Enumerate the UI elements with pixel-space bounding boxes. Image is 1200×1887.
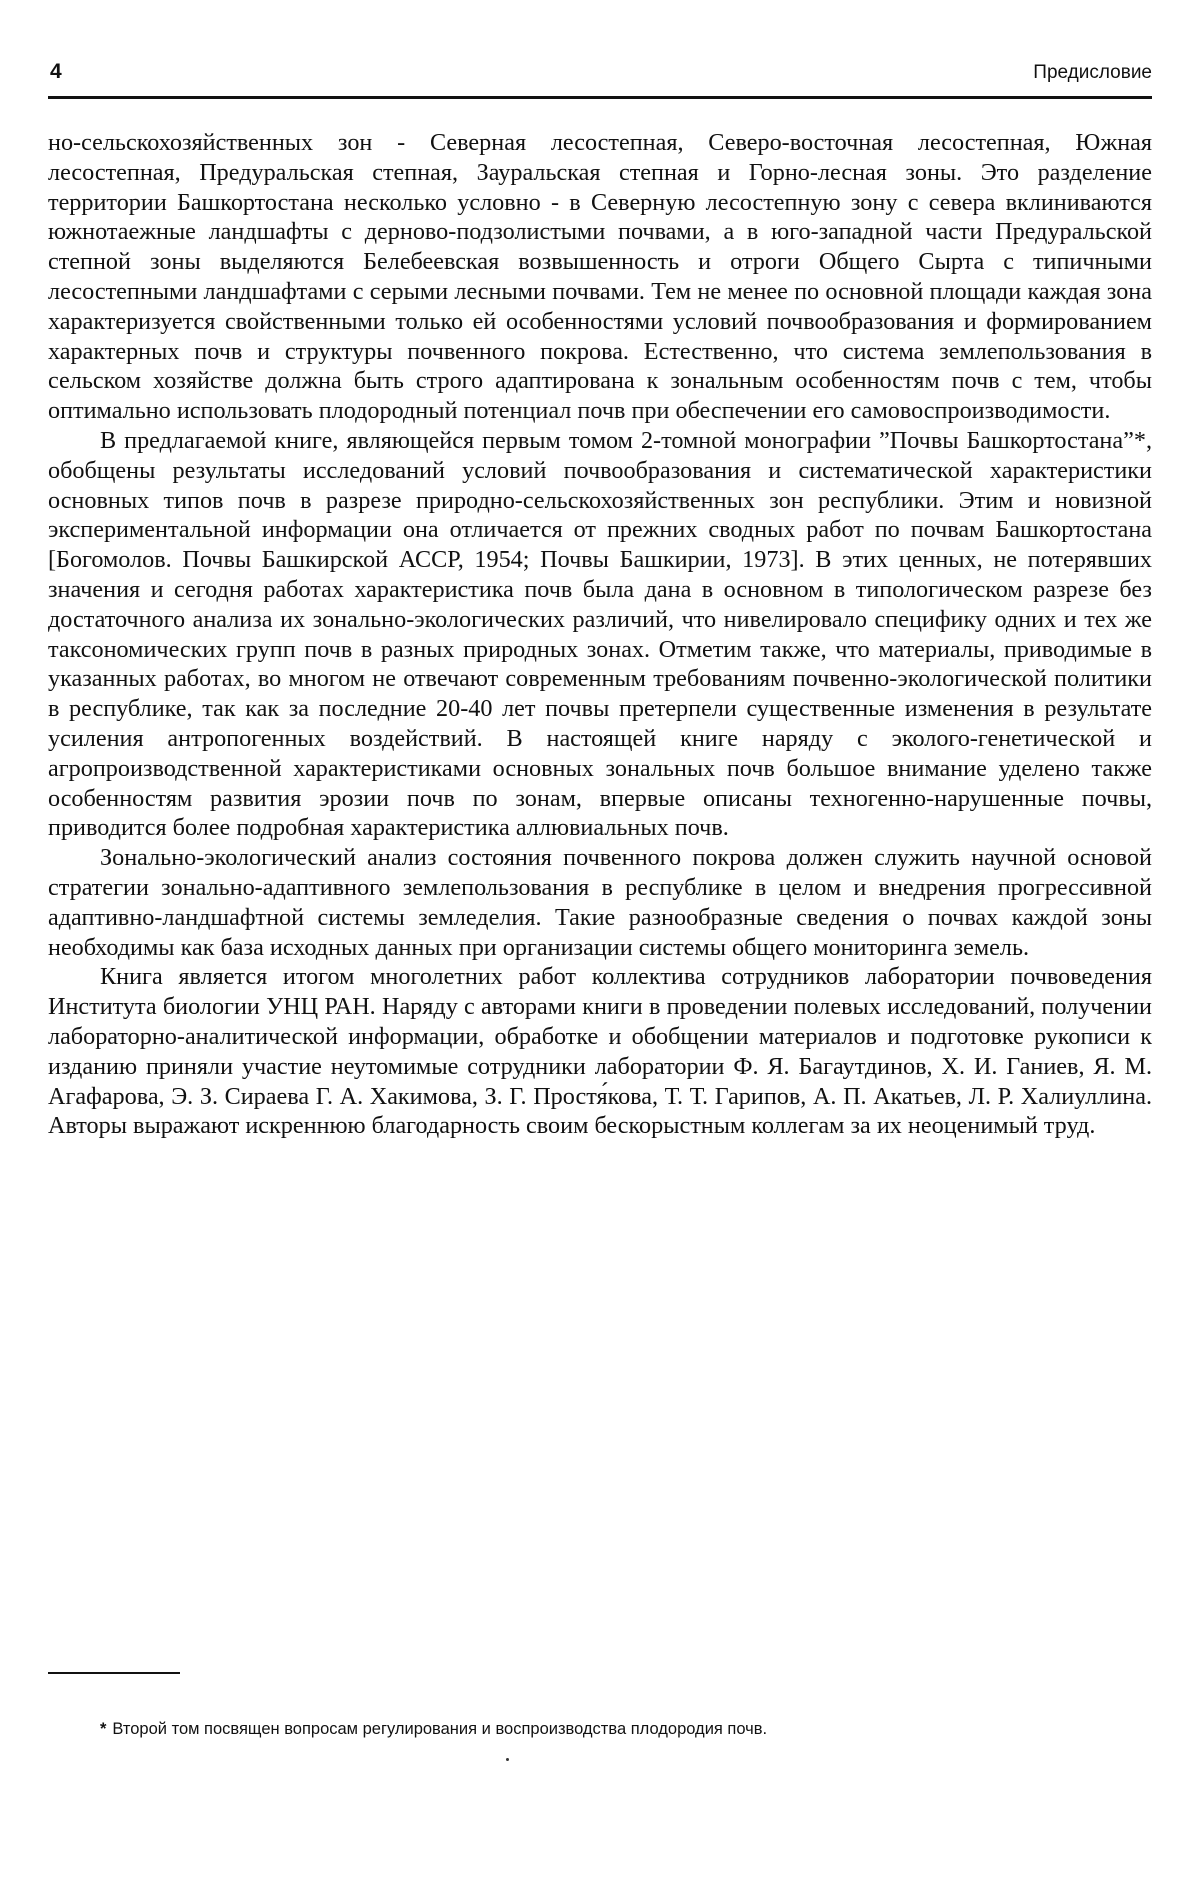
footnote <box>100 1718 1150 1740</box>
scan-speck <box>506 1758 509 1761</box>
paragraph: Зонально-экологический анализ состояния почвенного покрова должен служить научной основой стратегии зонально-адаптивного землепользования в республике в целом и внедрения прогрессивной адаптивно-ландшафтной системы земледелия. Такие разнообразные сведения о почвах каждой зоны необходимы как база исходных данных при организации системы общего мониторинга земель. <box>48 844 1152 961</box>
paragraph-continued: но-сельскохозяйственных зон - Северная лесостепная, Северо-восточная лесостепная, Южная лесостепная, Предуральская степная, Зауральская степная и Горно-лесная зоны. Это разделение территории Башкортостана несколько условно - в Северную лесостепную зону с севера вклиниваются южнотаежные ландшафты с дерново-подзолистыми почвами, а в юго-западной части Предуральской степной зоны выделяются Белебеевская возвышенность и отроги Общего Сырта с типичными лесостепными ландшафтами с серыми лесными почвами. Тем не менее по основной площади каждая зона характеризуется свойственными только ей особенностями условий почвообразования и формированием характерных почв и структуры почвенного покрова. Естественно, что система землепользования в сельском хозяйстве должна быть строго адаптирована к зональным особенностям почв с тем, чтобы оптимально использовать плодородный потенциал почв при обеспечении его самовоспроизводимости. <box>48 129 1152 425</box>
footnote-text: Второй том посвящен вопросам регулирования и воспроизводства плодородия почв. <box>112 1720 768 1738</box>
paragraph: Книга является итогом многолетних работ коллектива сотрудников лаборатории почвоведения Института биологии УНЦ РАН. Наряду с авторами книги в проведении полевых исследований, получении лабораторно-аналитической информации, обработке и обобщении материалов и подготовке рукописи к изданию приняли участие неутомимые сотрудники лаборатории Ф. Я. Багаутдинов, Х. И. Ганиев, Я. М. Агафарова, Э. З. Сираева Г. А. Хакимова, З. Г. Простя́кова, Т. Т. Гарипов, А. П. Акатьев, Л. Р. Халиуллина. Авторы выражают искреннюю благодарность своим бескорыстным коллегам за их неоценимый труд. <box>48 963 1152 1140</box>
main-text <box>48 128 1152 1141</box>
page-header <box>48 60 1152 90</box>
footnote-rule <box>48 1672 180 1674</box>
footnote-marker: * <box>100 1720 107 1738</box>
running-head: Предисловие <box>1033 62 1152 83</box>
book-page <box>48 0 1152 1887</box>
paragraph: В предлагаемой книге, являющейся первым томом 2-томной монографии ”Почвы Башкортостана”*, обобщены результаты исследований условий почвообразования и систематической характеристики основных типов почв в разрезе природно-сельскохозяйственных зон республики. Этим и новизной экспериментальной информации она отличается от прежних сводных работ по почвам Башкортостана [Богомолов. Почвы Башкирской АССР, 1954; Почвы Башкирии, 1973]. В этих ценных, не потерявших значения и сегодня работах характеристика почв была дана в основном в типологическом разрезе без достаточного анализа их зонально-экологических различий, что нивелировало специфику одних и тех же таксономических групп почв в разных природных зонах. Отметим также, что материалы, приводимые в указанных работах, во многом не отвечают современным требованиям почвенно-экологической политики в республике, так как за последние 20-40 лет почвы претерпели существенные изменения в результате усиления антропогенных воздействий. В настоящей книге наряду с эколого-генетической и агропроизводственной характеристиками основных зональных почв большое внимание уделено также особенностям развития эрозии почв по зонам, впервые описаны техногенно-нарушенные почвы, приводится более подробная характеристика аллювиальных почв. <box>48 426 1152 842</box>
page-number: 4 <box>50 60 62 83</box>
header-rule <box>48 96 1152 99</box>
